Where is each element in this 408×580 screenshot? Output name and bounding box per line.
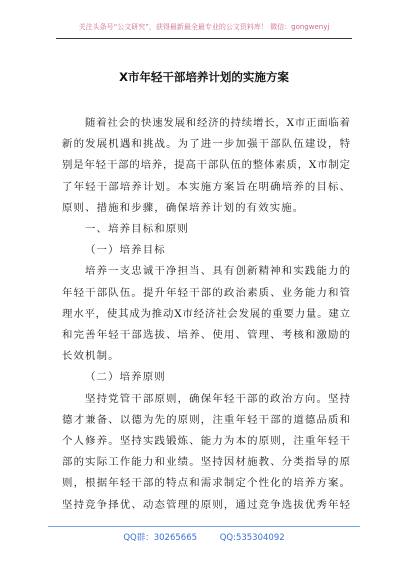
footer-qq-contact: QQ:535304092	[219, 533, 285, 543]
document-title: X市年轻干部培养计划的实施方案	[119, 70, 289, 84]
body-line: 别是年轻干部的培养，提高干部队伍的整体素质，X市制定	[62, 159, 350, 172]
body-line: 理水平，使其成为推动X市经济社会发展的重要力量。建立	[62, 307, 350, 320]
header-note: 关注头条号“公文研究”，获得最新最全最专业的公文资料库！ 微信：gongwenyj	[78, 23, 330, 31]
body-line: 随着社会的快速发展和经济的持续增长，X市正面临着	[85, 117, 350, 129]
header-divider	[56, 38, 352, 39]
body-line: 年轻干部队伍。提升年轻干部的政治素质、业务能力和管	[62, 286, 350, 299]
body-line: 坚持党管干部原则，确保年轻干部的政治方向。坚持	[85, 392, 350, 405]
body-line: 和完善年轻干部选拔、培养、使用、管理、考核和激励的	[62, 329, 350, 341]
body-line: 了年轻干部培养计划。本实施方案旨在明确培养的目标、	[62, 180, 350, 193]
footer-qq-group: QQ群：30265665	[123, 533, 198, 543]
body-line: （一）培养目标	[85, 244, 166, 257]
footer-divider	[48, 526, 360, 527]
body-line: 一、培养目标和原则	[85, 223, 189, 235]
body-line: 德才兼备、以德为先的原则，注重年轻干部的道德品质和	[62, 413, 350, 426]
body-line: 则，根据年轻干部的特点和需求制定个性化的培养方案。	[62, 477, 350, 490]
body-line: 长效机制。	[62, 350, 120, 363]
body-line: 部的实际工作能力和业绩。坚持因材施教、分类指导的原	[62, 456, 350, 469]
body-line: 原则、措施和步骤，确保培养计划的有效实施。	[62, 201, 305, 214]
body-line: 培养一支忠诚干净担当、具有创新精神和实践能力的	[85, 265, 350, 278]
footer	[0, 531, 408, 543]
body-line: （二）培养原则	[85, 371, 166, 384]
body-line: 新的发展机遇和挑战。为了进一步加强干部队伍建设，特	[62, 138, 350, 151]
body-line: 个人修养。坚持实践锻炼、能力为本的原则，注重年轻干	[62, 435, 350, 447]
body-line: 坚持竞争择优、动态管理的原则，通过竞争选拔优秀年轻	[62, 498, 350, 511]
